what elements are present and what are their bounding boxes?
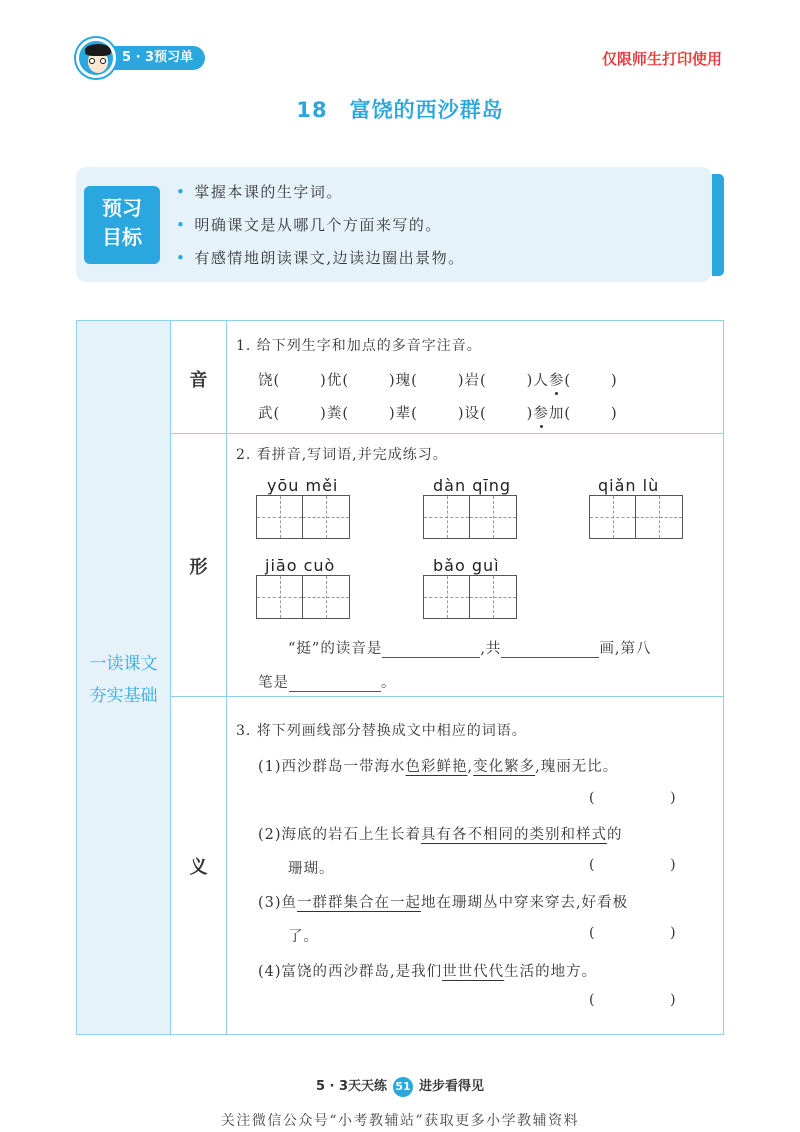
writing-grid[interactable] — [589, 495, 683, 539]
goals-list — [176, 180, 465, 279]
series-badge: 5 · 3预习单 — [106, 46, 205, 70]
column-divider — [226, 320, 227, 1035]
q2-fill-line2: 笔是 。 — [258, 675, 397, 691]
goals-badge-line1: 预习 — [102, 196, 142, 220]
section-left-label: 一读课文 夯实基础 — [89, 654, 158, 706]
pinyin-label: bǎo guì — [433, 556, 500, 575]
lesson-title: 富饶的西沙群岛 — [349, 98, 504, 122]
q3-sentence-3-cont: 了。 — [288, 929, 319, 945]
q3-sentence-2-cont: 珊瑚。 — [288, 861, 335, 877]
page-title — [0, 94, 800, 124]
answer-paren[interactable]: ( ) — [589, 857, 676, 873]
q2-fill-line1: “挺”的读音是 ,共 画,第八 — [288, 641, 652, 657]
goal-item: • 有感情地朗读课文,边读边圈出景物。 — [176, 249, 465, 267]
q3-sentence-3: (3)鱼一群群集合在一起地在珊瑚丛中穿来穿去,好看极 — [258, 895, 629, 911]
writing-grid[interactable] — [423, 495, 517, 539]
q1-prompt: 1. 给下列生字和加点的多音字注音。 — [236, 338, 482, 354]
q2-prompt: 2. 看拼音,写词语,并完成练习。 — [236, 447, 448, 463]
row-divider — [171, 433, 724, 434]
print-note: 仅限师生打印使用 — [601, 50, 722, 68]
emphasis-char: 参 — [533, 406, 549, 422]
footer-right: 进步看得见 — [419, 1079, 485, 1094]
q1-row2: 武( )粪( )辈( )设( )参加( ) — [258, 406, 618, 422]
pinyin-label: yōu měi — [267, 476, 339, 495]
q3-sentence-2: (2)海底的岩石上生长着具有各不相同的类别和样式的 — [258, 827, 623, 843]
writing-grid[interactable] — [423, 575, 517, 619]
answer-paren[interactable]: ( ) — [589, 790, 676, 806]
goal-item: • 明确课文是从哪几个方面来写的。 — [176, 216, 442, 234]
page-number: 51 — [393, 1077, 413, 1097]
q3-sentence-1: (1)西沙群岛一带海水色彩鲜艳,变化繁多,瑰丽无比。 — [258, 759, 619, 775]
answer-paren[interactable]: ( ) — [589, 925, 676, 941]
answer-blank[interactable] — [382, 642, 480, 658]
row-divider — [171, 696, 724, 697]
q3-sentence-4: (4)富饶的西沙群岛,是我们世世代代生活的地方。 — [258, 964, 598, 980]
answer-blank[interactable] — [289, 676, 381, 692]
mascot-logo — [76, 38, 116, 78]
writing-grid[interactable] — [256, 495, 350, 539]
goals-accent-bar — [712, 174, 724, 276]
page-footer — [0, 1075, 800, 1097]
goal-item: • 掌握本课的生字词。 — [176, 183, 343, 201]
answer-blank[interactable] — [501, 642, 599, 658]
pinyin-label: dàn qīng — [433, 476, 512, 495]
q3-prompt: 3. 将下列画线部分替换成文中相应的词语。 — [236, 723, 527, 739]
emphasis-char: 参 — [548, 373, 565, 389]
goals-badge-line2: 目标 — [102, 225, 142, 249]
pinyin-label: qiǎn lù — [598, 476, 660, 495]
watermark-text: 关注微信公众号“小考教辅站”获取更多小学教辅资料 — [220, 1113, 580, 1129]
section-meaning-label: 义 — [189, 857, 208, 878]
q1-row1: 饶( )优( )瑰( )岩( )人参( ) — [258, 373, 618, 389]
section-sound-label: 音 — [189, 370, 208, 391]
goals-badge — [84, 186, 160, 264]
writing-grid[interactable] — [256, 575, 350, 619]
pinyin-label: jiāo cuò — [265, 556, 336, 575]
footer-left: 5 · 3天天练 — [315, 1079, 388, 1094]
lesson-number: 18 — [296, 98, 328, 122]
answer-paren[interactable]: ( ) — [589, 992, 676, 1008]
section-form-label: 形 — [189, 557, 208, 578]
